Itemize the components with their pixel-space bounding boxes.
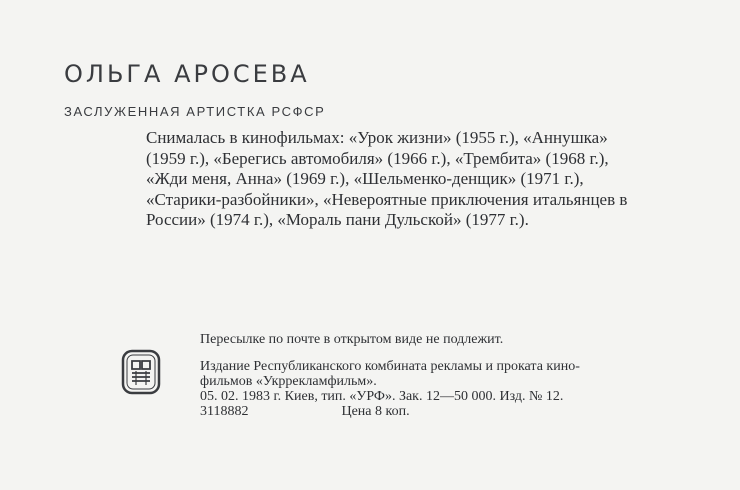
actress-title: ЗАСЛУЖЕННАЯ АРТИСТКА РСФСР xyxy=(64,104,326,119)
filmography-line: «Жди меня, Анна» (1969 г.), «Шельменко-денщик» (1971 г.), xyxy=(146,169,584,188)
filmography-line: (1959 г.), «Берегись автомобиля» (1966 г.), «Трембита» (1968 г.), xyxy=(146,148,609,168)
filmography xyxy=(146,128,726,231)
filmography-line: «Старики-разбойники», «Невероятные приключения итальянцев в xyxy=(146,189,628,209)
catalog-number: 3118882 xyxy=(200,404,249,419)
imprint-block xyxy=(200,332,720,419)
catalog-price-row xyxy=(200,404,720,419)
publisher-emblem-icon xyxy=(121,349,161,395)
mailing-notice: Пересылке по почте в открытом виде не подлежит. xyxy=(200,332,504,347)
print-info: 05. 02. 1983 г. Киев, тип. «УРФ». Зак. 12—50 000. Изд. № 12. xyxy=(200,389,564,404)
filmography-line: России» (1974 г.), «Мораль пани Дульской» (1977 г.). xyxy=(146,210,529,229)
publisher-line: Издание Республиканского комбината рекламы и проката кино- xyxy=(200,359,580,374)
filmography-line: Снималась в кинофильмах: «Урок жизни» (1955 г.), «Аннушка» xyxy=(146,128,608,147)
actress-name: ОЛЬГА АРОСЕВА xyxy=(64,60,310,88)
publisher-line: фильмов «Укррекламфильм». xyxy=(200,374,377,389)
price: Цена 8 коп. xyxy=(341,404,410,419)
